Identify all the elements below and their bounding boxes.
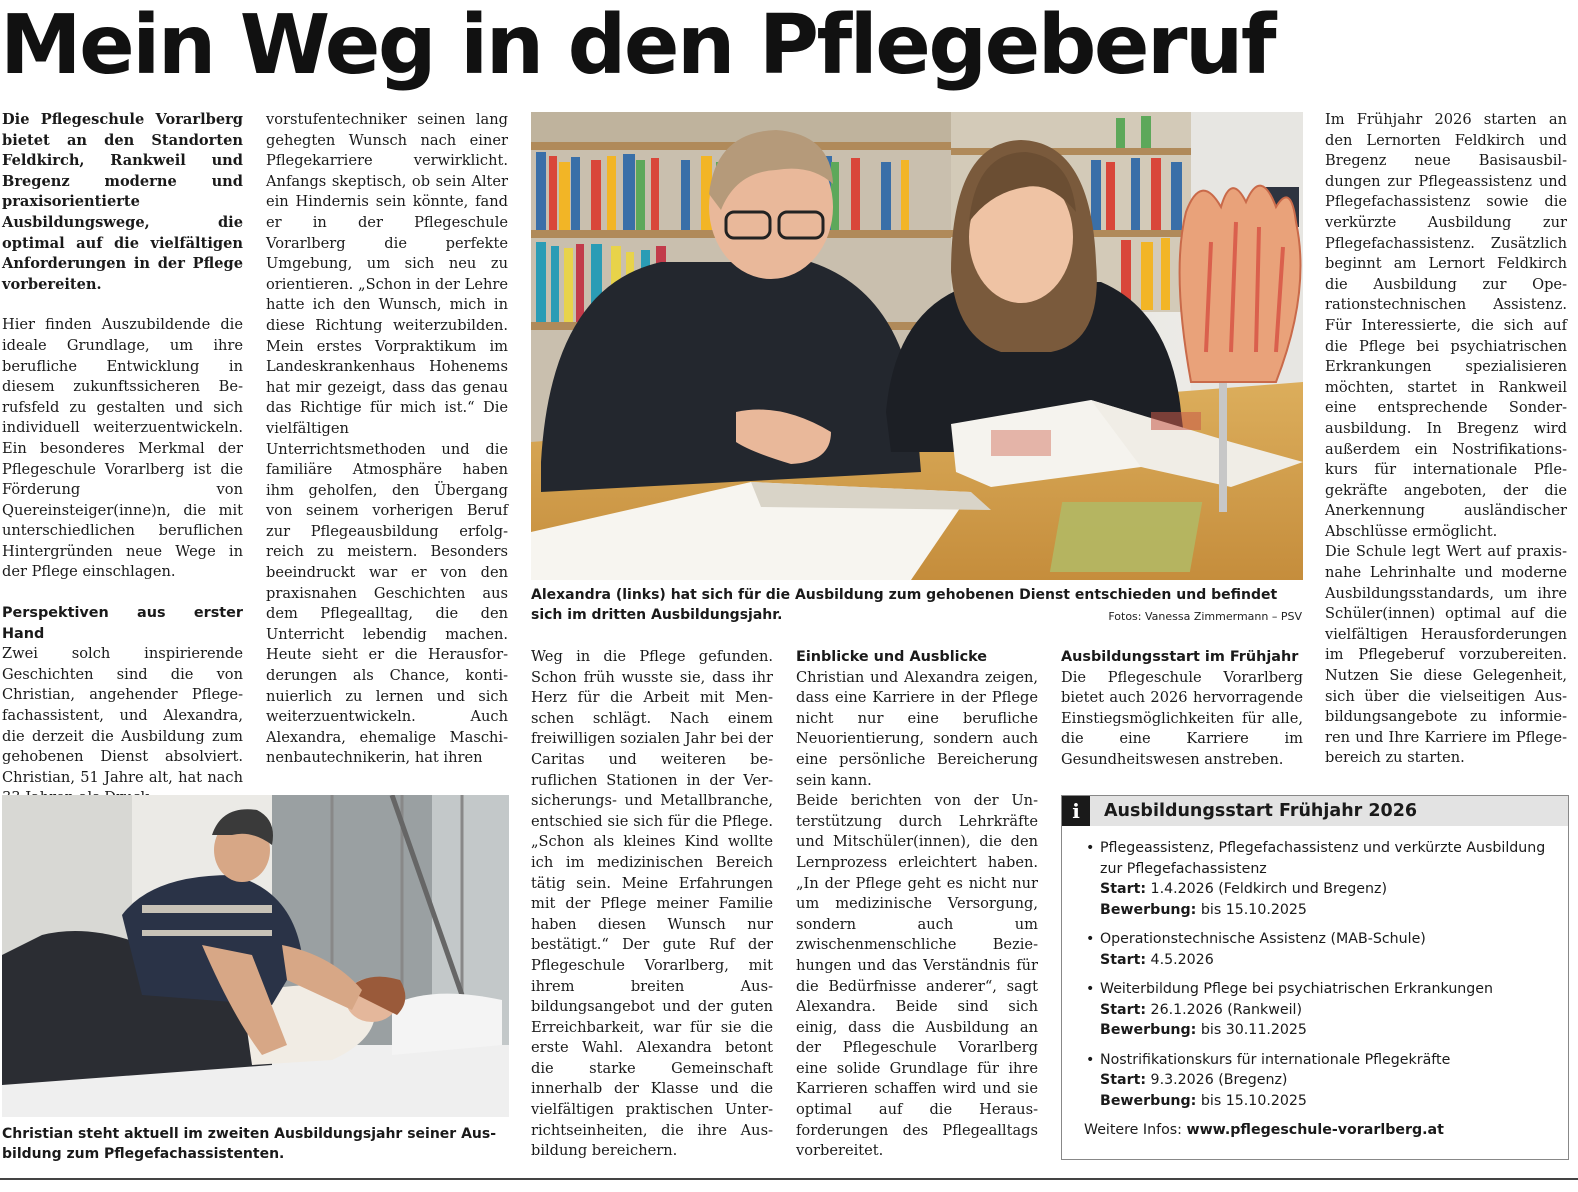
course-start: Start: 1.4.2026 (Feldkirch und Bregenz) (1100, 881, 1388, 897)
bullet-icon: • (1086, 1051, 1095, 1068)
body-paragraph: Die Schule legt Wert auf praxisnahe Lehrinhalte und moderne Ausbildungsstandards, um ihre Schüler(innen) optimal auf die vielfältigen Herausforderungen im Pflegeberuf vorzubereiten. Nutzen Sie diese Gelegenheit, sich über die vielseitigen Ausbildungsangebote zu informieren und Ihre Karriere im Pflegebereich zu starten. (1325, 543, 1567, 767)
course-start: Start: 4.5.2026 (1100, 951, 1214, 968)
more-info (1062, 1120, 1568, 1140)
section-subhead: Ausbildungsstart im Frühjahr (1061, 649, 1299, 665)
list-item (1084, 838, 1546, 920)
course-title: Weiterbildung Pflege bei psychiatrischen Erkrankungen (1100, 981, 1494, 997)
article-column-1 (2, 110, 243, 809)
article-column-6 (1325, 110, 1567, 769)
photo-students-reading (531, 112, 1303, 580)
photo-credit: Fotos: Vanessa Zimmermann – PSV (1108, 610, 1302, 623)
body-paragraph: Beide berichten von der Unterstützung durch Lehrkräfte und Mitschüler(innen), die den Lernprozess erleichtert haben. „In der Pflege geht es nicht nur um medizinische Versorgung, sondern auch um zwischenmenschliche Beziehungen und das Verständnis für die Bedürfnisse anderer“, sagt Alexandra. Beide sind sich einig, dass die Ausbildung an der Pflegeschule Vorarlberg eine solide Grundlage für ihre Karrieren schaffen wird und sie optimal auf die Herausforderungen des Pflegealltags vorbereitet. (796, 792, 1038, 1160)
course-list (1062, 838, 1568, 1111)
course-title: Pflegeassistenz, Pflegefachassistenz und verkürzte Ausbildung zur Pflegefachassistenz (1100, 840, 1546, 877)
body-paragraph: Christian und Alexandra zeigen, dass eine Karriere in der Pflege nicht nur eine berufliche Neuorientierung, sondern auch eine persönliche Bereicherung sein kann. (796, 668, 1038, 789)
article-column-2 (266, 110, 508, 769)
course-application: Bewerbung: bis 15.10.2025 (1100, 901, 1307, 918)
course-title: Operationstechnische Assistenz (MAB-Schule) (1100, 931, 1426, 947)
bottom-photo-caption: Christian steht aktuell im zweiten Ausbildungsjahr seiner Ausbildung zum Pflegefachassistenten. (2, 1126, 497, 1162)
lead-paragraph: Die Pflegeschule Vorarlberg bietet an den Standorten Feldkirch, Rankweil und Bregenz moderne und praxisorientierte Ausbildungswege, die optimal auf die vielfältigen Anforderungen in der Pflege vorbereiten. (2, 111, 243, 293)
section-subhead: Perspektiven aus erster Hand (2, 605, 243, 642)
more-info-label: Weitere Infos: (1084, 1122, 1182, 1138)
photo-illustration (2, 795, 509, 1117)
body-paragraph: Hier finden Auszubildende die ideale Grundlage, um ihre berufliche Entwicklung in diesem zukunftssicheren Berufsfeld zu gestalten und sich individuell weiterzuentwickeln. Ein besonderes Merkmal der Pflegeschule Vorarlberg ist die Förderung von Quereinsteiger(inne)n, die mit unterschiedlichen beruflichen Hintergründen neue Wege in der Pflege einschlagen. (2, 316, 243, 581)
course-start: Start: 26.1.2026 (Rankweil) (1100, 1001, 1302, 1018)
course-application: Bewerbung: bis 30.11.2025 (1100, 1022, 1307, 1038)
bottom-rule (0, 1178, 1578, 1180)
list-item (1084, 1050, 1546, 1112)
article-column-5 (1061, 647, 1303, 771)
website-link[interactable]: www.pflegeschule-vorarlberg.at (1186, 1122, 1444, 1138)
course-application: Bewerbung: bis 15.10.2025 (1100, 1092, 1307, 1109)
section-subhead: Einblicke und Ausblicke (796, 649, 988, 665)
photo-illustration (531, 112, 1303, 580)
course-start: Start: 9.3.2026 (Bregenz) (1100, 1072, 1288, 1088)
headline: Mein Weg in den Pflegeberuf (0, 0, 1275, 93)
list-item (1084, 979, 1546, 1041)
bullet-icon: • (1086, 931, 1095, 947)
body-paragraph: Zwei solch inspirierende Geschichten sind die von Christian, angehender Pflegefachassistent, und Alexandra, die derzeit die Ausbildung zum gehobenen Dienst absolviert. Christian, 51 Jahre alt, hat nach (2, 645, 243, 786)
info-icon: i (1062, 796, 1090, 826)
bullet-icon: • (1086, 981, 1095, 997)
photo-christian-practice (2, 795, 509, 1117)
top-photo-caption: Alexandra (links) hat sich für die Ausbildung zum gehobenen Dienst entschieden und befindet sich im dritten Ausbildungsjahr. (531, 587, 1278, 623)
article-column-3 (531, 647, 773, 1162)
body-paragraph: Die Pflegeschule Vorarlberg bietet auch 2026 hervorragende Einstiegsmöglichkeiten für alle, die eine Karriere im Gesundheitswesen anstreben. (1061, 668, 1303, 768)
info-box-header (1062, 796, 1568, 826)
info-box (1061, 795, 1569, 1160)
bullet-icon: • (1086, 840, 1095, 856)
body-paragraph: Weg in die Pflege gefunden. Schon früh wusste sie, dass ihr Herz für die Arbeit mit Menschen schlägt. Nach einem freiwilligen sozialen Jahr bei der Caritas und weiteren beruflichen Stationen in der Versicherungs- und Metallbranche, entschied sie sich für die Pflege. „Schon als kleines Kind wollte ich im medizinischen Bereich tätig sein. Meine Erfahrungen mit der Pflege meiner Familie haben diesen Wunsch nur bestätigt.“ Der gute Ruf der Pflegeschule Vorarlberg, mit ihrem breiten Ausbildungsangebot und der guten Erreichbarkeit, war für sie die erste Wahl. Alexandra betont die starke Gemeinschaft innerhalb der Klasse und die vielfältigen praktischen Unterrichtseinheiten, die ihre Ausbildung bereichern. (531, 648, 773, 1160)
body-paragraph: Im Frühjahr 2026 starten an den Lernorten Feldkirch und Bregenz neue Basisausbildungen zur Pflegeassistenz und Pflegefachassistenz sowie die verkürzte Ausbildung zur Pflegefachassistenz. Zusätzlich beginnt am Lernort Feldkirch die Ausbildung zur Operationstechnischen Assistenz. Für Interessierte, die sich auf die Pflege bei psychiatrischen Erkrankungen spezialisieren möchten, startet in Rankweil eine entsprechende Sonderausbildung. In Bregenz wird außerdem ein Nostrifikationskurs für internationale Pflegekräfte angeboten, der die Anerkennung ausländischer Abschlüsse ermöglicht. (1325, 111, 1567, 540)
article-column-4 (796, 647, 1038, 1162)
info-box-title: Ausbildungsstart Frühjahr 2026 (1104, 801, 1418, 821)
body-paragraph: vorstufentechniker seinen lang gehegten Wunsch nach einer Pflegekarriere verwirklicht. Anfangs skeptisch, ob sein Alter ein Hindernis sein könnte, fand er in der Pflegeschule Vorarlberg die perfekte Umgebung, um sich neu zu orientieren. „Schon in der Lehre hatte ich den Wunsch, mich in diese Richtung weiterzubilden. Mein erstes Vorpraktikum im Landeskrankenhaus Hohenems hat mir gezeigt, dass das genau das Richtige für mich ist.“ Die vielfältigen Unterrichtsmethoden und die familiäre Atmosphäre haben ihm geholfen, den Übergang von seinem vorherigen Beruf zur Pflegeausbildung erfolgreich zu meistern. Besonders beeindruckt war er von den praxisnahen Geschichten aus dem Pflegealltag, die den Unterricht lebendig machen. Heute sieht er die Herausforderungen als Chance, kontinuierlich zu lernen und sich weiterzuentwickeln. Auch Alexandra, ehemalige Maschinenbautechnikerin, hat ihren (266, 111, 508, 767)
course-title: Nostrifikationskurs für internationale Pflegekräfte (1100, 1051, 1451, 1068)
list-item (1084, 929, 1546, 970)
